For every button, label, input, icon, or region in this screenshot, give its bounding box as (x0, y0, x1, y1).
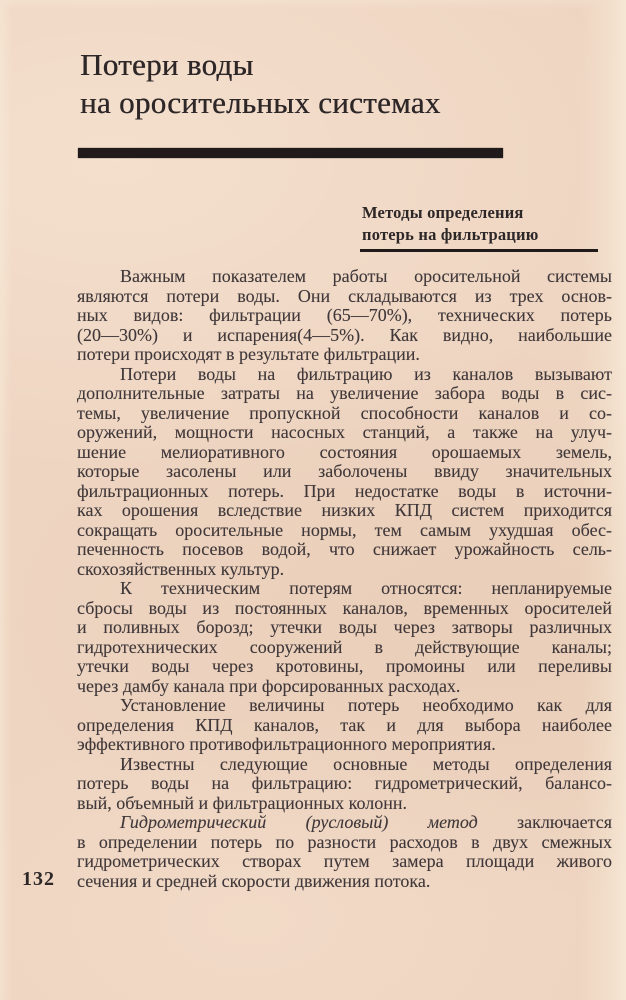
text-line: оружений, мощности насосных станций, а также на улуч- (77, 422, 612, 442)
text-line: которые засолены или заболочены ввиду значительных (77, 461, 612, 481)
page-title (80, 46, 441, 122)
paragraph (77, 365, 612, 580)
page-number: 132 (22, 868, 55, 890)
regular-text: заключается (477, 812, 612, 832)
text-line: потери происходят в результате фильтрации. (77, 344, 420, 364)
text-line: эффективного противофильтрационного мероприятия. (77, 734, 496, 754)
text-line: утечки воды через кротовины, промоины или переливы (77, 656, 612, 676)
text-line: Потери воды на фильтрацию из каналов вызывают (120, 363, 612, 384)
italic-text: Гидрометрический (русловый) метод (120, 812, 478, 832)
text-line: печенность посевов водой, что снижает урожайность сель- (77, 539, 612, 559)
text-line: вый, объемный и фильтрационных колонн. (77, 792, 407, 813)
title-rule (78, 148, 503, 158)
text-line: скохозяйственных культур. (77, 558, 285, 579)
text-line: сокращать оросительные нормы, тем самым ухудшая обес- (77, 519, 612, 540)
text-line: определения КПД каналов, так и для выбора наиболее (77, 714, 612, 735)
section-heading-rule (360, 249, 598, 252)
paragraph (77, 579, 612, 696)
paragraph (77, 267, 612, 365)
text-line: дополнительные затраты на увеличение забора воды в сис- (77, 383, 612, 403)
text-line: шение мелиоративного состояния орошаемых земель, (77, 441, 612, 462)
text-line: ных видов: фильтрации (65—70%), технических потерь (77, 305, 612, 325)
text-line: (20—30%) и испарения(4—5%). Как видно, наибольшие (77, 324, 612, 345)
text-line: Установление величины потерь необходимо как для (120, 695, 612, 715)
paragraph (77, 755, 612, 814)
text-line: сечения и средней скорости движения потока. (77, 870, 431, 891)
section-heading-line: потерь на фильтрацию (362, 224, 539, 244)
text-line: сбросы воды из постоянных каналов, временных оросителей (77, 597, 612, 618)
text-line (77, 813, 612, 833)
section-heading-line: Методы определения (362, 203, 524, 222)
body-text (77, 267, 612, 891)
text-line: К техническим потерям относятся: непланируемые (120, 578, 612, 598)
title-line: на оросительных системах (80, 85, 441, 120)
text-line: через дамбу канала при форсированных расходах. (77, 675, 461, 696)
text-line: являются потери воды. Они складываются из трех основ- (77, 285, 612, 306)
text-line: потерь воды на фильтрацию: гидрометрический, балансо- (77, 773, 612, 793)
text-line: фильтрационных потерь. При недостатке воды в источни- (77, 480, 612, 501)
paragraph (77, 813, 612, 891)
text-line: и поливных борозд; утечки воды через затворы различных (77, 617, 612, 637)
section-heading (362, 202, 539, 245)
text-line: Известны следующие основные методы определения (120, 753, 612, 774)
paragraph (77, 696, 612, 755)
text-line: темы, увеличение пропускной способности каналов и со- (77, 402, 612, 423)
title-line: Потери воды (80, 47, 254, 82)
text-line: в определении потерь по разности расходов в двух смежных (77, 831, 612, 852)
text-line: ках орошения вследствие низких КПД систем приходится (77, 500, 612, 520)
text-line: гидротехнических сооружений в действующие каналы; (77, 636, 612, 657)
text-line: гидрометрических створах путем замера площади живого (77, 851, 612, 871)
text-line: Важным показателем работы оросительной системы (120, 266, 612, 286)
